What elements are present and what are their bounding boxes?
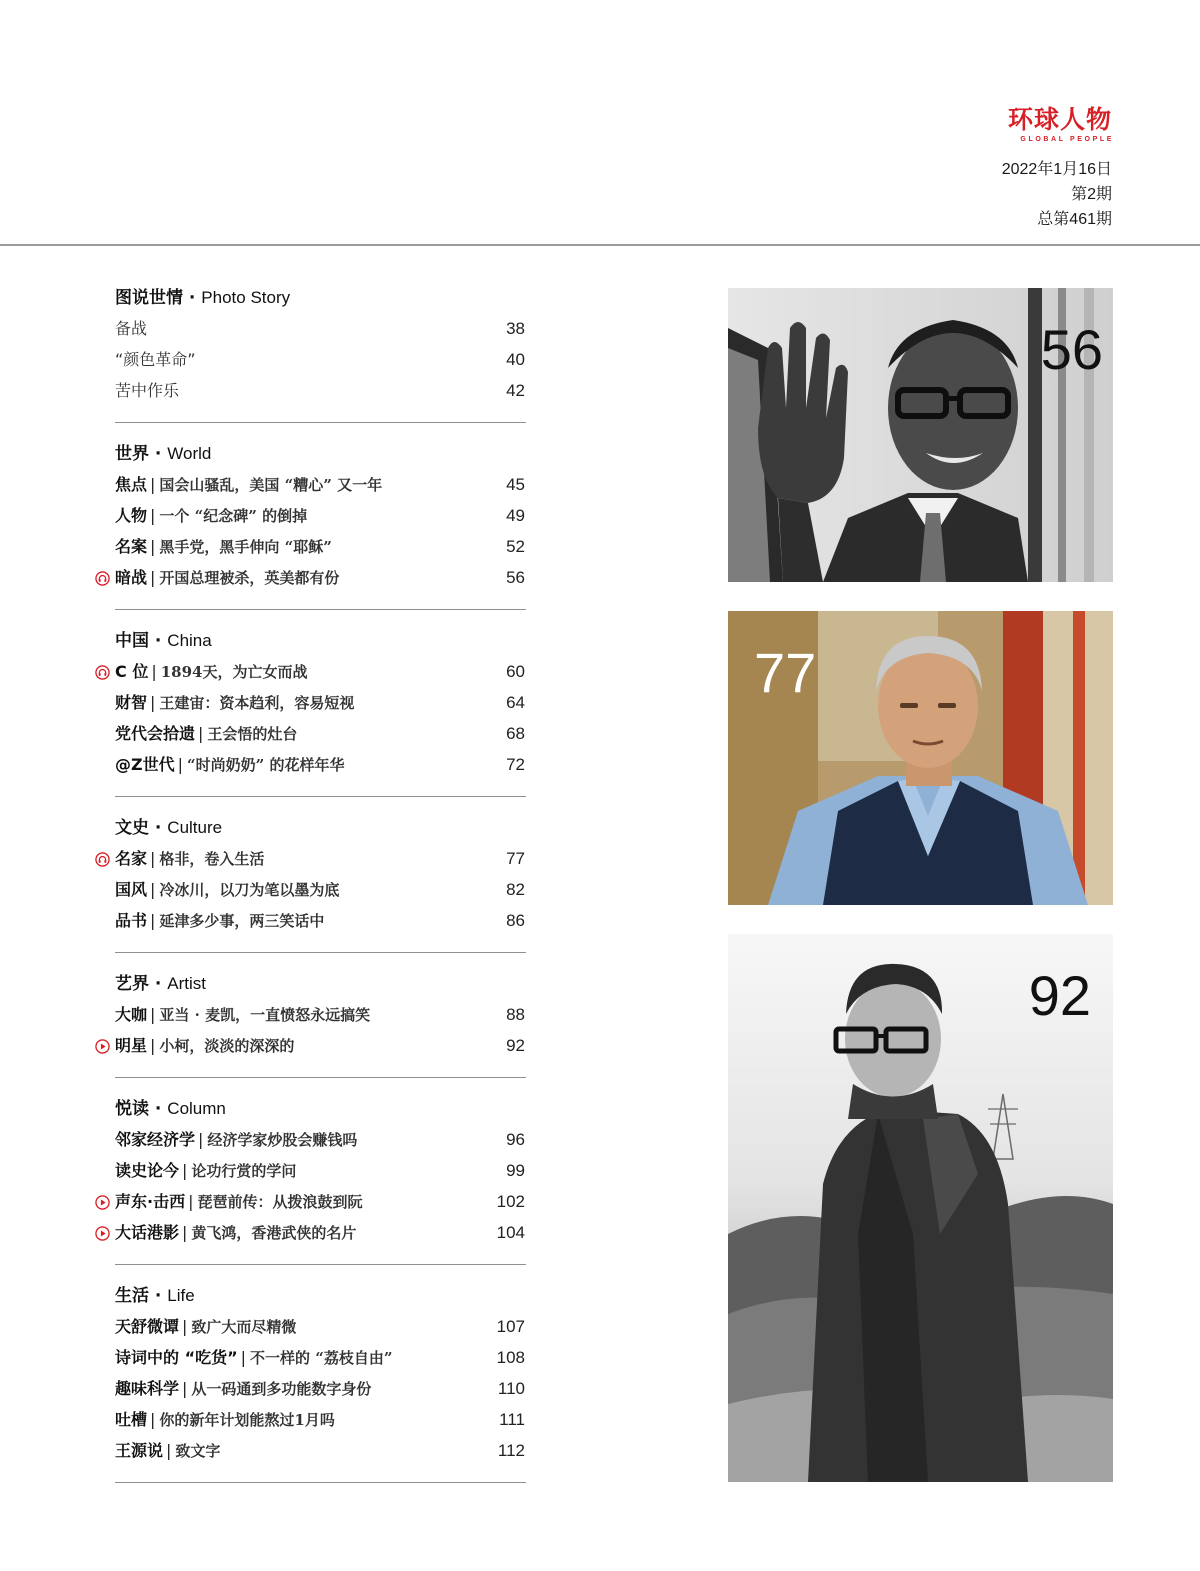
page-number: 88 bbox=[506, 1005, 525, 1024]
entry-keyword: 诗词中的 “吃货” bbox=[115, 1348, 238, 1367]
toc-entry[interactable]: 明星 | 小柯，淡淡的深深的 92 bbox=[0, 1034, 560, 1058]
issue-number: 第2期 bbox=[1071, 186, 1112, 203]
entry-keyword: 读史论今 bbox=[115, 1161, 180, 1180]
page-number: 68 bbox=[506, 724, 525, 743]
section-title-en: Photo Story bbox=[201, 288, 291, 307]
toc-entry[interactable]: 读史论今 | 论功行赏的学问 99 bbox=[0, 1159, 560, 1183]
issue-total-number: 总第461期 bbox=[1037, 211, 1112, 228]
page-number: 38 bbox=[506, 319, 525, 338]
section-divider bbox=[115, 1077, 526, 1078]
toc-entry[interactable]: 大话港影 | 黄飞鸿，香港武侠的名片 104 bbox=[0, 1221, 560, 1245]
section-divider bbox=[115, 422, 526, 423]
section-title-en: Life bbox=[167, 1286, 195, 1305]
entry-title: “颜色革命” bbox=[115, 350, 196, 369]
entry-keyword: 明星 bbox=[115, 1036, 148, 1055]
entry-keyword: 吐槽 bbox=[115, 1410, 148, 1429]
toc-entry[interactable]: 人物 | 一个 “纪念碑” 的倒掉 49 bbox=[0, 504, 560, 528]
section-title-en: Culture bbox=[167, 818, 223, 837]
page-number: 107 bbox=[496, 1317, 525, 1336]
section-title-en: Column bbox=[167, 1099, 226, 1118]
entry-title: 延津多少事，两三笑话中 bbox=[159, 912, 325, 930]
entry-keyword: 趣味科学 bbox=[115, 1379, 180, 1398]
section-heading-china: 中国 · China bbox=[115, 631, 212, 651]
section-heading-artist: 艺界 · Artist bbox=[115, 974, 207, 994]
toc-entry[interactable]: 邻家经济学 | 经济学家炒股会赚钱吗 96 bbox=[0, 1128, 560, 1152]
section-title-cn: 生活 bbox=[115, 1286, 149, 1306]
page-number: 64 bbox=[506, 693, 525, 712]
page-number: 42 bbox=[506, 381, 525, 400]
entry-title: 一个 “纪念碑” 的倒掉 bbox=[159, 507, 308, 525]
entry-title: 冷冰川，以刀为笔以墨为底 bbox=[159, 881, 340, 899]
entry-title: 备战 bbox=[115, 319, 148, 338]
toc-entry[interactable]: 大咖 | 亚当 · 麦凯，一直愤怒永远搞笑 88 bbox=[0, 1003, 560, 1027]
toc-entry[interactable]: 声东·击西 | 琵琶前传：从拨浪鼓到阮 102 bbox=[0, 1190, 560, 1214]
photo-page-label: 56 bbox=[1040, 318, 1103, 381]
toc-entry[interactable]: 暗战 | 开国总理被杀，英美都有份 56 bbox=[0, 566, 560, 590]
entry-keyword: 财智 bbox=[115, 693, 148, 712]
entry-keyword: @Z世代 bbox=[115, 755, 175, 774]
entry-title: 国会山骚乱，美国 “糟心” 又一年 bbox=[159, 476, 383, 494]
headphones-icon[interactable] bbox=[95, 571, 110, 586]
section-divider bbox=[115, 1482, 526, 1483]
section-heading-world: 世界 · World bbox=[115, 444, 212, 464]
toc-entry[interactable] bbox=[0, 317, 560, 341]
entry-keyword: 暗战 bbox=[115, 568, 148, 587]
section-heading-culture: 文史 · Culture bbox=[115, 818, 223, 838]
entry-keyword: 王源说 bbox=[115, 1441, 164, 1460]
entry-title: 亚当 · 麦凯，一直愤怒永远搞笑 bbox=[159, 1006, 371, 1024]
section-title-cn: 世界 bbox=[115, 444, 149, 464]
toc-entry[interactable]: @Z世代 | “时尚奶奶” 的花样年华 72 bbox=[0, 753, 560, 777]
entry-keyword: 党代会拾遗 bbox=[115, 724, 196, 743]
toc-entry[interactable]: 天舒微谭 | 致广大而尽精微 107 bbox=[0, 1315, 560, 1339]
toc-entry[interactable]: 焦点 | 国会山骚乱，美国 “糟心” 又一年 45 bbox=[0, 473, 560, 497]
entry-title: 论功行赏的学问 bbox=[191, 1162, 297, 1180]
entry-keyword: 天舒微谭 bbox=[115, 1317, 180, 1336]
entry-title: 不一样的 “荔枝自由” bbox=[250, 1349, 393, 1367]
play-icon[interactable] bbox=[95, 1039, 110, 1054]
entry-keyword: 声东·击西 bbox=[115, 1192, 186, 1211]
toc-entry[interactable]: C 位 | 1894天，为亡女而战 60 bbox=[0, 660, 560, 684]
page-number: 99 bbox=[506, 1161, 525, 1180]
page-number: 112 bbox=[497, 1441, 525, 1460]
entry-title: 苦中作乐 bbox=[115, 381, 180, 400]
toc-entry[interactable]: 品书 | 延津多少事，两三笑话中 86 bbox=[0, 909, 560, 933]
entry-keyword: C 位 bbox=[115, 662, 149, 681]
entry-keyword: 大话港影 bbox=[115, 1223, 180, 1242]
toc-entry[interactable] bbox=[0, 379, 560, 403]
entry-title: 黑手党，黑手伸向 “耶稣” bbox=[159, 538, 332, 556]
page-number: 92 bbox=[506, 1036, 525, 1055]
photo-page-label: 77 bbox=[754, 641, 817, 704]
headphones-icon[interactable] bbox=[95, 665, 110, 680]
page-number: 110 bbox=[497, 1379, 525, 1398]
entry-keyword: 国风 bbox=[115, 880, 148, 899]
page-number: 77 bbox=[506, 849, 525, 868]
entry-title: 琵琶前传：从拨浪鼓到阮 bbox=[197, 1193, 363, 1211]
toc-entry[interactable]: 诗词中的 “吃货” | 不一样的 “荔枝自由” 108 bbox=[0, 1346, 560, 1370]
entry-title: “时尚奶奶” 的花样年华 bbox=[187, 756, 345, 774]
entry-title: 致广大而尽精微 bbox=[191, 1318, 297, 1336]
section-title-cn: 文史 bbox=[115, 818, 149, 838]
page-number: 104 bbox=[496, 1223, 525, 1242]
entry-title: 王会悟的灶台 bbox=[207, 725, 298, 743]
section-divider bbox=[115, 952, 526, 953]
section-title-en: Artist bbox=[167, 974, 207, 993]
page-number: 72 bbox=[506, 755, 525, 774]
toc-entry[interactable]: 党代会拾遗 | 王会悟的灶台 68 bbox=[0, 722, 560, 746]
magazine-logo-english: GLOBAL PEOPLE bbox=[1020, 136, 1114, 143]
toc-entry[interactable]: 王源说 | 致文字 112 bbox=[0, 1439, 560, 1463]
page-number: 60 bbox=[506, 662, 525, 681]
page-number: 52 bbox=[506, 537, 525, 556]
page-number: 56 bbox=[506, 568, 525, 587]
entry-title: 经济学家炒股会赚钱吗 bbox=[207, 1131, 358, 1149]
section-heading-life: 生活 · Life bbox=[115, 1286, 195, 1306]
section-heading-column: 悦读 · Column bbox=[115, 1099, 226, 1119]
section-title-en: World bbox=[167, 444, 212, 463]
page-number: 82 bbox=[506, 880, 525, 899]
feature-photo-92[interactable] bbox=[728, 934, 1113, 1482]
page-number: 111 bbox=[499, 1410, 525, 1429]
page-number: 108 bbox=[496, 1348, 525, 1367]
feature-photo-77[interactable] bbox=[728, 611, 1113, 905]
page-number: 45 bbox=[506, 475, 525, 494]
magazine-logo: 环球人物 bbox=[1007, 105, 1112, 134]
play-icon[interactable] bbox=[95, 1195, 110, 1210]
section-title-en: China bbox=[167, 631, 212, 650]
section-divider bbox=[115, 609, 526, 610]
section-title-cn: 图说世情 bbox=[115, 288, 183, 308]
entry-keyword: 品书 bbox=[115, 911, 148, 930]
entry-title: 1894天，为亡女而战 bbox=[160, 663, 308, 681]
page-number: 86 bbox=[506, 911, 525, 930]
section-title-cn: 悦读 bbox=[115, 1099, 149, 1119]
section-title-cn: 中国 bbox=[115, 631, 149, 651]
photo-page-label: 92 bbox=[1028, 964, 1091, 1027]
toc-entry[interactable]: 国风 | 冷冰川，以刀为笔以墨为底 82 bbox=[0, 878, 560, 902]
entry-keyword: 焦点 bbox=[115, 475, 148, 494]
entry-keyword: 邻家经济学 bbox=[115, 1130, 196, 1149]
entry-title: 你的新年计划能熬过1月吗 bbox=[159, 1411, 335, 1429]
page-number: 102 bbox=[496, 1192, 525, 1211]
toc-entry[interactable]: 名家 | 格非，卷入生活 77 bbox=[0, 847, 560, 871]
section-title-cn: 艺界 bbox=[115, 974, 149, 994]
toc-entry[interactable]: 名案 | 黑手党，黑手伸向 “耶稣” 52 bbox=[0, 535, 560, 559]
play-icon[interactable] bbox=[95, 1226, 110, 1241]
toc-entry[interactable]: 趣味科学 | 从一码通到多功能数字身份 110 bbox=[0, 1377, 560, 1401]
entry-title: 致文字 bbox=[175, 1442, 221, 1460]
entry-keyword: 名家 bbox=[115, 849, 148, 868]
headphones-icon[interactable] bbox=[95, 852, 110, 867]
feature-photo-56[interactable] bbox=[728, 288, 1113, 582]
entry-title: 开国总理被杀，英美都有份 bbox=[159, 569, 340, 587]
entry-title: 从一码通到多功能数字身份 bbox=[191, 1380, 372, 1398]
issue-date: 2022年1月16日 bbox=[1001, 161, 1112, 178]
toc-entry[interactable]: 吐槽 | 你的新年计划能熬过1月吗 111 bbox=[0, 1408, 560, 1432]
entry-keyword: 人物 bbox=[115, 506, 148, 525]
section-heading-photo-story: 图说世情 · Photo Story bbox=[115, 288, 291, 308]
entry-title: 小柯，淡淡的深深的 bbox=[159, 1037, 295, 1055]
section-divider bbox=[115, 1264, 526, 1265]
entry-title: 王建宙：资本趋利，容易短视 bbox=[159, 694, 355, 712]
entry-keyword: 名案 bbox=[115, 537, 148, 556]
toc-entry[interactable]: 财智 | 王建宙：资本趋利，容易短视 64 bbox=[0, 691, 560, 715]
entry-title: 黄飞鸿，香港武侠的名片 bbox=[191, 1224, 357, 1242]
entry-keyword: 大咖 bbox=[115, 1005, 148, 1024]
page-number: 96 bbox=[506, 1130, 525, 1149]
section-divider bbox=[115, 796, 526, 797]
toc-entry[interactable] bbox=[0, 348, 560, 372]
page-number: 40 bbox=[506, 350, 525, 369]
table-of-contents bbox=[0, 0, 560, 1571]
masthead bbox=[812, 106, 1112, 232]
entry-title: 格非，卷入生活 bbox=[159, 850, 265, 868]
page-number: 49 bbox=[506, 506, 525, 525]
